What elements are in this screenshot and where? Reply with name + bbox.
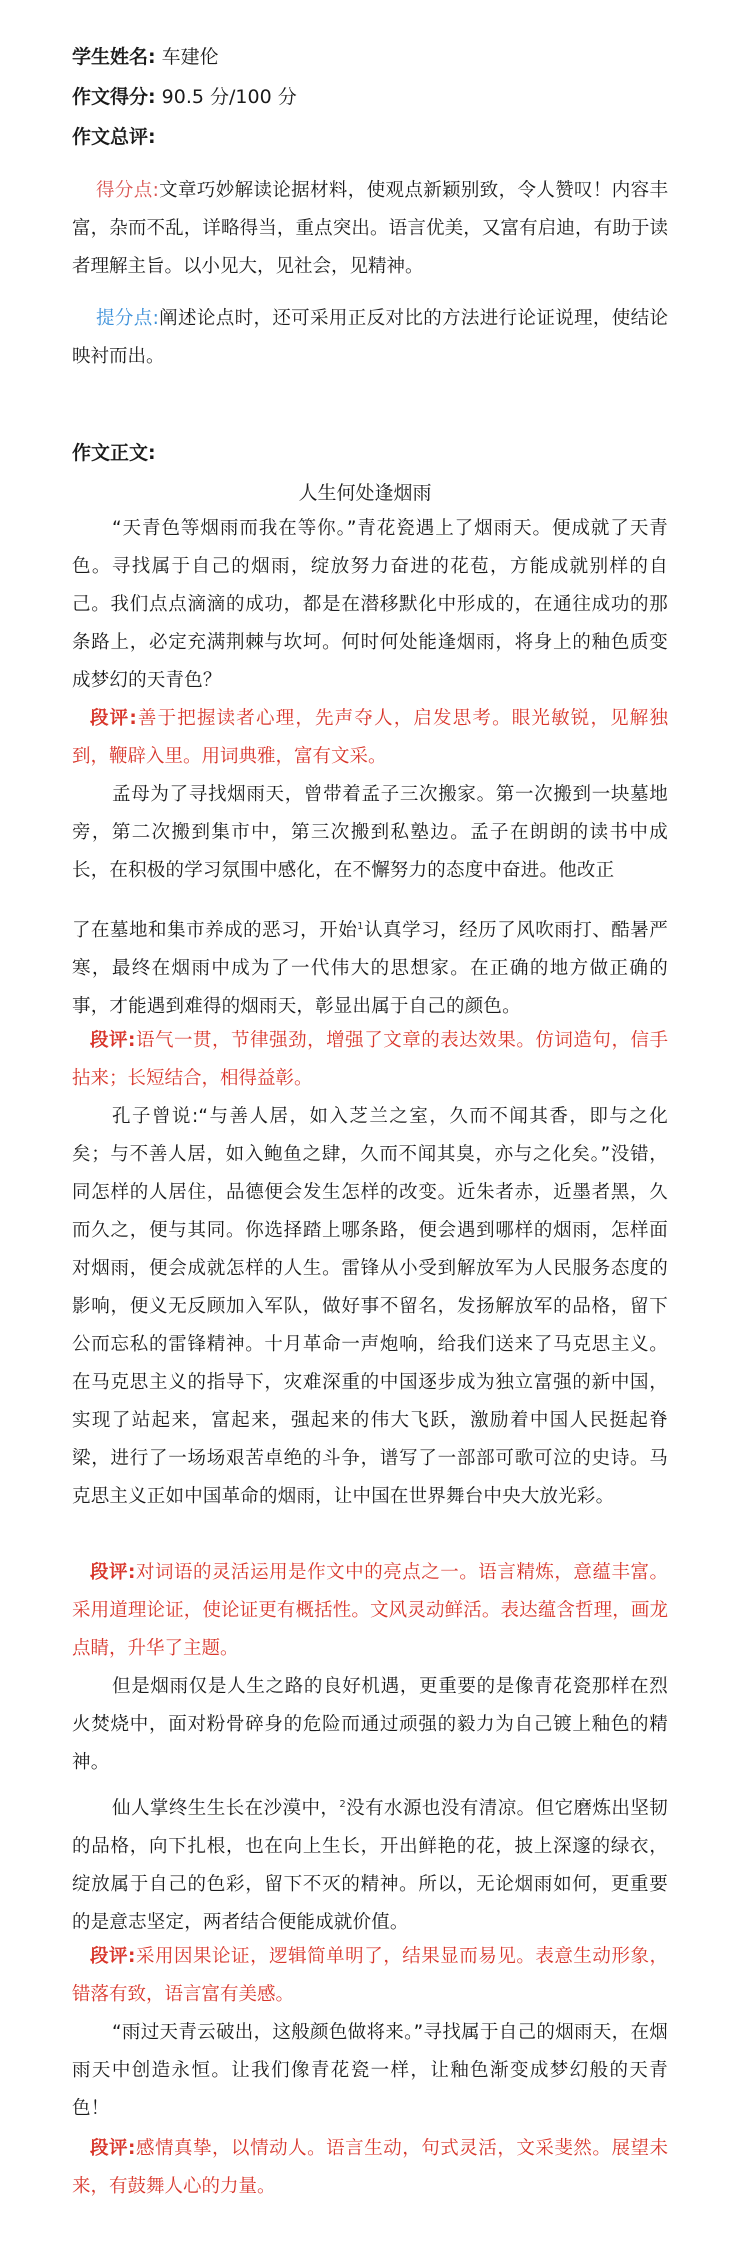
comment-label: 段评: — [90, 1562, 136, 1583]
essay-paragraph-3: 孔子曾说:“与善人居，如入芝兰之室，久而不闻其香，即与之化矣；与不善人居，如入鲍鱼之肆，久而不闻其臭，亦与之化矣。”没错，同怎样的人居住，品德便会发生怎样的改变。近朱者赤，近墨者黑，久而久之，便与其同。你选择踏上哪条路，便会遇到哪样的烟雨，怎样面对烟雨，便会成就怎样的人生。雷锋从小受到解放军为人民服务态度的影响，便义无反顾加入军队，做好事不留名，发扬解放军的品格，留下公而忘私的雷锋精神。十月革命一声炮响，给我们送来了马克思主义。在马克思主义的指导下，灾难深重的中国逐步成为独立富强的新中国，实现了站起来，富起来，强起来的伟大飞跃，激励着中国人民挺起脊梁，进行了一场场艰苦卓绝的斗争，谱写了一部部可歌可泣的史诗。马克思主义正如中国革命的烟雨，让中国在世界舞台中央大放光彩。 — [72, 1106, 668, 1507]
paragraph-2-text-post: 认真学习，经历了风吹雨打、酷暑严寒，最终在烟雨中成为了一代伟大的思想家。在正确的地方做正确的事，才能遇到难得的烟雨天，彰显出属于自己的颜色。 — [72, 920, 668, 1018]
student-name-label: 学生姓名: — [72, 46, 156, 68]
review-label: 作文总评: — [72, 126, 156, 148]
paragraph-5-text-post: 没有水源也没有清凉。但它磨炼出坚韧的品格，向下扎根，也在向上生长，开出鲜艳的花，披上深邃的绿衣，绽放属于自己的色彩，留下不灭的精神。所以，无论烟雨如何，更重要的是意志坚定，两者结合便能成就价值。 — [72, 1798, 669, 1934]
comment-text: 善于把握读者心理，先声夺人，启发思考。眼光敏锐，见解独到，鞭辟入里。用词典雅，富有文采。 — [72, 708, 668, 767]
review-row — [72, 124, 156, 150]
footnote-mark-2: 2 — [339, 1799, 346, 1810]
comment-label: 段评: — [90, 708, 137, 729]
comment-text: 对词语的灵活运用是作文中的亮点之一。语言精炼，意蕴丰富。采用道理论证，使论证更有概括性。文风灵动鲜活。表达蕴含哲理，画龙点睛，升华了主题。 — [72, 1562, 668, 1659]
comment-label: 段评: — [90, 2138, 136, 2159]
essay-heading: 作文正文: — [72, 442, 156, 464]
comment-text: 感情真挚，以情动人。语言生动，句式灵活，文采斐然。展望未来，有鼓舞人心的力量。 — [72, 2138, 668, 2197]
comment-label: 段评: — [90, 1946, 136, 1967]
paragraph-comment-4 — [72, 1938, 668, 2014]
essay-paragraph-2: 孟母为了寻找烟雨天，曾带着孟子三次搬家。第一次搬到一块墓地旁，第二次搬到集市中，第三次搬到私塾边。孟子在朗朗的读书中成长，在积极的学习氛围中感化，在不懈努力的态度中奋进。他改正 — [72, 784, 668, 881]
essay-paragraph-6: “雨过天青云破出，这般颜色做将来。”寻找属于自己的烟雨天，在烟雨天中创造永恒。让我们像青花瓷一样，让釉色渐变成梦幻般的天青色！ — [72, 2022, 668, 2119]
paragraph-2-text-pre: 了在墓地和集市养成的恶习，开始 — [72, 920, 358, 942]
merit-paragraph — [72, 172, 668, 286]
comment-text: 语气一贯，节律强劲，增强了文章的表达效果。仿词造句，信手拈来；长短结合，相得益彰。 — [72, 1030, 668, 1089]
score-label: 作文得分: — [72, 86, 156, 108]
merit-text: 文章巧妙解读论据材料，使观点新颖别致，令人赞叹！内容丰富，杂而不乱，详略得当，重点突出。语言优美，又富有启迪，有助于读者理解主旨。以小见大，见社会，见精神。 — [72, 180, 668, 277]
paragraph-comment-2 — [72, 1022, 668, 1098]
improve-paragraph — [72, 300, 668, 376]
student-name-row — [72, 44, 219, 70]
comment-label: 段评: — [90, 1030, 136, 1051]
essay-paragraph-2-continued — [72, 908, 668, 1026]
score-row — [72, 84, 297, 110]
essay-paragraph-4: 但是烟雨仅是人生之路的良好机遇，更重要的是像青花瓷那样在烈火焚烧中，面对粉骨碎身的危险而通过顽强的毅力为自己镀上釉色的精神。 — [72, 1676, 668, 1773]
improve-tag: 提分点: — [96, 308, 159, 329]
paragraph-comment-1 — [72, 700, 668, 776]
student-name-value: 车建伦 — [161, 46, 219, 68]
comment-text: 采用因果论证，逻辑简单明了，结果显而易见。表意生动形象，错落有致，语言富有美感。 — [72, 1946, 668, 2005]
improve-text: 阐述论点时，还可采用正反对比的方法进行论证说理，使结论映衬而出。 — [72, 308, 668, 367]
score-value: 90.5 分/100 分 — [161, 86, 297, 108]
paragraph-comment-5 — [72, 2130, 668, 2206]
footnote-mark-1: 1 — [357, 921, 364, 932]
essay-paragraph-1: “天青色等烟雨而我在等你。”青花瓷遇上了烟雨天。便成就了天青色。寻找属于自己的烟雨，绽放努力奋进的花苞，方能成就别样的自己。我们点点滴滴的成功，都是在潜移默化中形成的，在通往成功的那条路上，必定充满荆棘与坎坷。何时何处能逢烟雨，将身上的釉色质变成梦幻的天青色？ — [72, 518, 668, 691]
essay-paragraph-5 — [72, 1786, 668, 1942]
paragraph-comment-3 — [72, 1554, 668, 1668]
paragraph-5-text-pre: 仙人掌终生生长在沙漠中， — [112, 1798, 340, 1820]
essay-title: 人生何处逢烟雨 — [298, 482, 432, 504]
merit-tag: 得分点: — [96, 180, 159, 201]
